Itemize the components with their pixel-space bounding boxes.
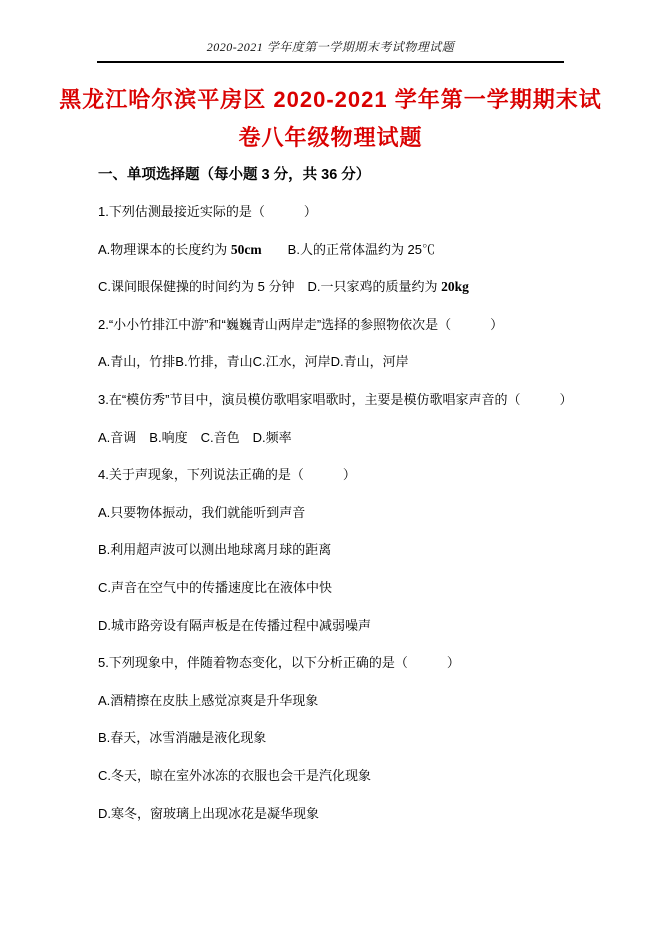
exam-line-bold-segment: 20kg [441,279,469,295]
exam-line-segment: A.物理课本的长度约为 [98,241,231,257]
exam-line-segment: 2.“小小竹排江中游”和“巍巍青山两岸走”选择的参照物依次是（ ） [98,316,504,332]
exam-line [98,231,565,269]
exam-title-line2: 卷八年级物理试题 [238,125,423,150]
exam-line-segment: D.城市路旁设有隔声板是在传播过程中减弱噪声 [98,617,372,633]
exam-line [98,757,565,795]
exam-line [98,607,565,645]
exam-line-segment: B.春天，冰雪消融是液化现象 [98,730,267,746]
exam-line-segment: 1.下列估测最接近实际的是（ ） [98,204,317,219]
exam-line-segment: C.冬天，晾在室外冰冻的衣服也会干是汽化现象 [98,767,372,783]
exam-line [98,682,565,720]
exam-line [98,795,565,833]
exam-line [98,456,565,494]
exam-line [98,343,565,381]
exam-line [98,569,565,607]
exam-line [98,306,565,344]
exam-line-segment: C.声音在空气中的传播速度比在液体中快 [98,579,333,595]
exam-line-segment: A.只要物体振动，我们就能听到声音 [98,504,306,520]
exam-line-segment: A.青山，竹排B.竹排，青山C.江水，河岸D.青山，河岸 [98,354,409,370]
exam-line-bold-segment: 50cm [230,241,262,257]
exam-line [98,193,565,231]
exam-line-segment: A.音调 B.响度 C.音色 D.频率 [98,429,292,445]
exam-title-line1: 黑龙江哈尔滨平房区 2020-2021 学年第一学期期末试 [59,87,602,112]
exam-title [0,81,661,157]
exam-line-segment: B.利用超声波可以测出地球离月球的距离 [98,542,332,558]
exam-line [98,644,565,682]
exam-line-segment: B.人的正常体温约为 25℃ [261,241,436,257]
header-divider [97,61,564,63]
exam-line-segment: D.寒冬，窗玻璃上出现冰花是凝华现象 [98,805,320,821]
section-heading: 一、单项选择题（每小题 3 分，共 36 分） [98,167,371,183]
exam-line-segment: 4.关于声现象，下列说法正确的是（ ） [98,467,356,483]
exam-line [98,494,565,532]
exam-line-segment: C.课间眼保健操的时间约为 5 分钟 D.一只家鸡的质量约为 [98,279,442,295]
exam-line-segment: A.酒精擦在皮肤上感觉凉爽是升华现象 [98,692,319,708]
exam-line-segment: 3.在“模仿秀”节目中，演员模仿歌唱家唱歌时，主要是模仿歌唱家声音的（ ） [98,391,573,407]
exam-line [98,268,565,306]
document-header: 2020-2021 学年度第一学期期末考试物理试题 [206,40,455,54]
exam-line [98,381,573,419]
exam-line [98,419,565,457]
exam-lines [98,193,573,832]
exam-line [98,719,565,757]
exam-line-segment: 5.下列现象中，伴随着物态变化，以下分析正确的是（ ） [98,655,460,671]
exam-line [98,531,565,569]
